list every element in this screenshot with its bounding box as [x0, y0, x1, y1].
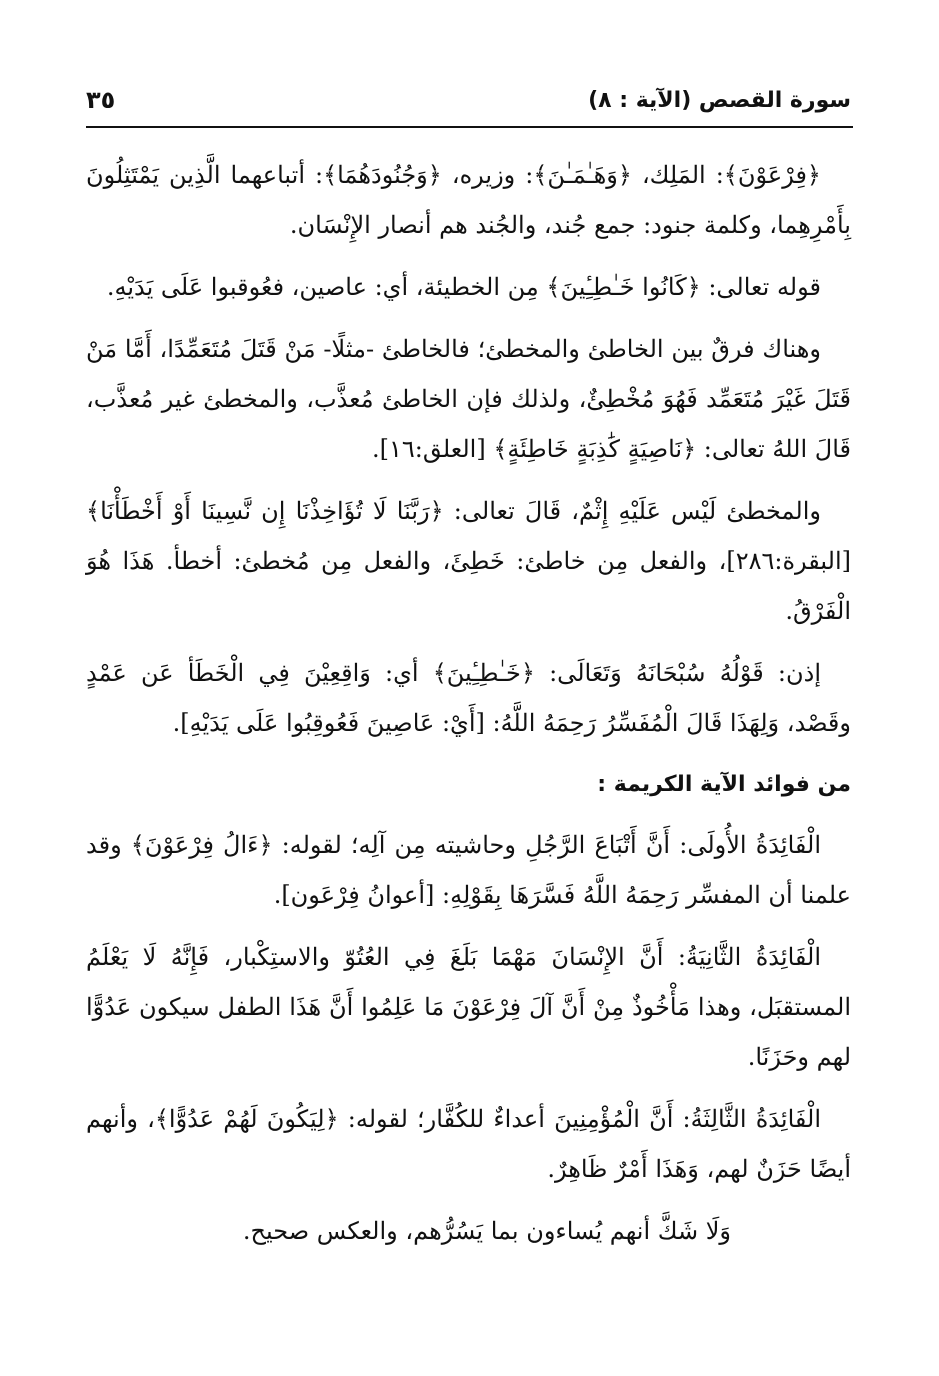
- paragraph: والمخطئ لَيْس عَلَيْهِ إِثْمٌ، قَالَ تعالى: ﴿رَبَّنَا لَا تُؤَاخِذْنَا إِن نَّسِينَا أَوْ أَخْطَأْنَا﴾ [البقرة:٢٨٦]، والفعل مِن خاطئ: خَطِئَ، والفعل مِن مُخطئ: أخطأ. هَذَا هُوَ الْفَرْقُ.: [86, 497, 851, 625]
- paragraph: وهناك فرقٌ بين الخاطئ والمخطئ؛ فالخاطئ -مثلًا- مَنْ قَتَلَ مُتَعَمِّدًا، أَمَّا مَنْ قَتَلَ غَيْرَ مُتَعَمِّد فَهُوَ مُخْطِئٌ، ولذلك فإن الخاطئ مُعذَّب، والمخطئ غير مُعذَّب، قَالَ اللهُ تعالى: ﴿نَاصِيَةٍ كَٰذِبَةٍ خَاطِئَةٍ﴾ [العلق:١٦].: [86, 335, 851, 463]
- page-body: [86, 150, 851, 1268]
- benefit-paragraph: الْفَائِدَةُ الثَّانِيَةُ: أَنَّ الإِنْسَانَ مَهْمَا بَلَغَ فِي العُتُوّ والاستِكْبار، فَإِنَّهُ لَا يَعْلَمُ المستقبَل، وهذا مَأْخُوذٌ مِنْ أَنَّ آلَ فِرْعَوْنَ مَا عَلِمُوا أَنَّ هَذَا الطفل سيكون عَدُوًّا لهم وحَزَنًا.: [86, 943, 851, 1071]
- surah-heading: سورة القصص (الآية : ٨): [588, 87, 851, 113]
- paragraph: قوله تعالى: ﴿كَانُوا خَـٰطِـِٔينَ﴾ مِن الخطيئة، أي: عاصين، فعُوقبوا عَلَى يَدَيْهِ.: [106, 273, 821, 301]
- page-number: ٣٥: [86, 86, 116, 114]
- benefit-paragraph: الْفَائِدَةُ الأُولَى: أَنَّ أَتْبَاعَ الرَّجُلِ وحاشيته مِن آلِه؛ لقوله: ﴿ءَالُ فِرْعَوْنَ﴾ وقد علمنا أن المفسِّر رَحِمَهُ اللَّهُ فَسَّرَهَا بِقَوْلِهِ: [أعوانُ فِرْعَون].: [86, 831, 851, 909]
- closing-paragraph: وَلَا شَكَّ أنهم يُساءون بما يَسُرُّهم، والعكس صحيح.: [242, 1217, 731, 1245]
- section-title: من فوائد الآية الكريمة :: [597, 772, 851, 797]
- benefit-paragraph: الْفَائِدَةُ الثَّالِثَةُ: أَنَّ الْمُؤْمِنِينَ أعداءٌ للكُفَّار؛ لقوله: ﴿لِيَكُونَ لَهُمْ عَدُوًّا﴾، وأنهم أيضًا حَزَنٌ لهم، وَهَذَا أَمْرٌ ظَاهِرٌ.: [86, 1105, 851, 1183]
- page-header: [86, 80, 851, 120]
- header-divider: [86, 126, 853, 128]
- paragraph: إذن: قَوْلُهُ سُبْحَانَهُ وَتَعَالَى: ﴿خَـٰطِـِٔينَ﴾ أي: وَاقِعِيْنَ فِي الْخَطَأ عَن عَمْدٍ وقَصْد، وَلِهَذَا قَالَ الْمُفَسِّرُ رَحِمَهُ اللَّهُ: [أَيْ: عَاصِينَ فَعُوقِبُوا عَلَى يَدَيْهِ].: [86, 659, 851, 737]
- paragraph: ﴿فِرْعَوْنَ﴾: المَلِك، ﴿وَهَـٰمَـٰنَ﴾: وزيره، ﴿وَجُنُودَهُمَا﴾: أتباعهما الَّذِين يَمْتَثِلُونَ بِأَمْرِهِما، وكلمة جنود: جمع جُند، والجُند هم أنصار الإِنْسَان.: [86, 161, 851, 239]
